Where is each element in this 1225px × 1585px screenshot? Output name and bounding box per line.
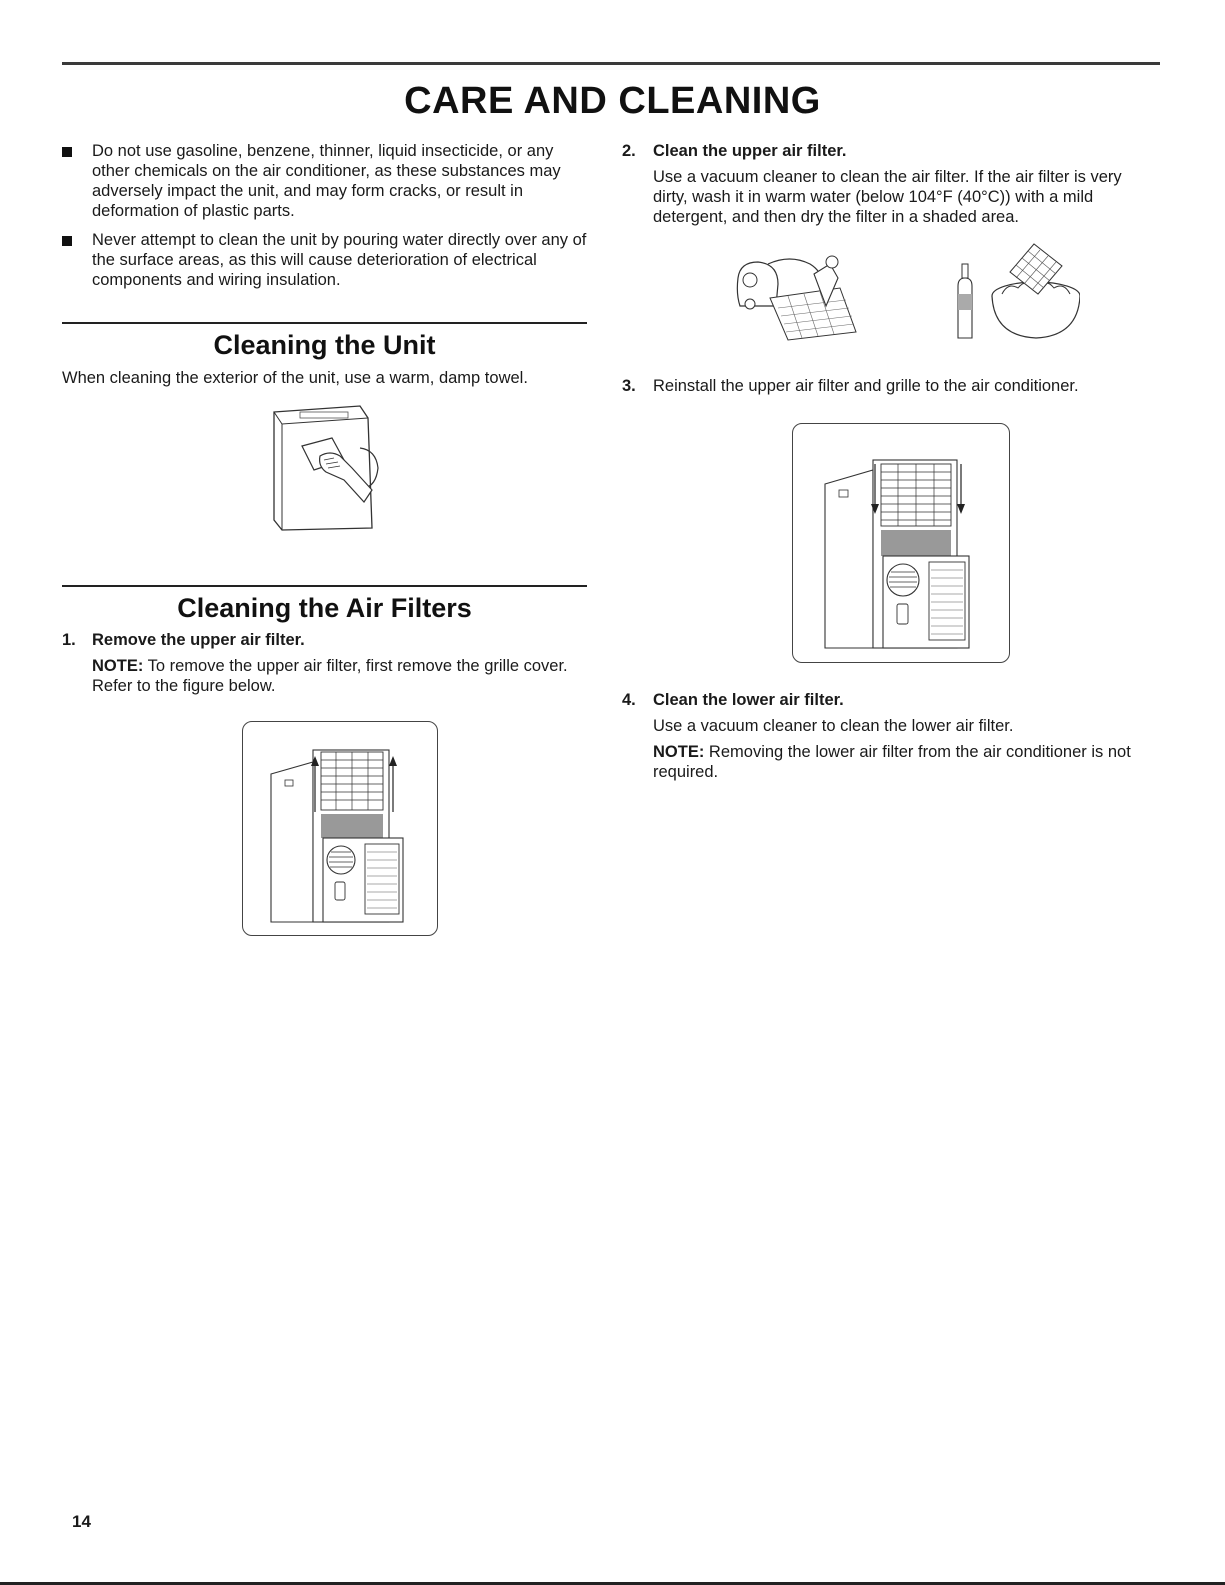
page-title: CARE AND CLEANING xyxy=(404,80,821,122)
step-body: Reinstall the upper air filter and grille to the air conditioner. xyxy=(653,377,1079,395)
bullet-square-icon xyxy=(62,236,72,246)
bullet-item xyxy=(62,141,587,221)
step-body: Use a vacuum cleaner to clean the air filter. If the air filter is very dirty, wash it in warm water (below 104°F (40°C)) with a mild detergent, and then dry the filter in a shaded area. xyxy=(653,168,1122,226)
page-number: 14 xyxy=(72,1512,91,1531)
section-heading-cleaning-filters: Cleaning the Air Filters xyxy=(177,593,472,623)
note-text: To remove the upper air filter, first remove the grille cover. Refer to the figure below. xyxy=(92,657,568,695)
step-body: Use a vacuum cleaner to clean the lower air filter. xyxy=(653,717,1014,735)
section-heading-cleaning-unit: Cleaning the Unit xyxy=(213,330,436,360)
top-rule xyxy=(62,62,1160,65)
step-number: 4. xyxy=(622,691,636,709)
note-label: NOTE: xyxy=(92,657,144,675)
hand-wiping-unit-illustration xyxy=(260,398,390,536)
step-number: 3. xyxy=(622,377,636,395)
step-note xyxy=(653,742,1147,782)
bullet-square-icon xyxy=(62,147,72,157)
cleaning-unit-body: When cleaning the exterior of the unit, use a warm, damp towel. xyxy=(62,369,528,387)
bullet-item xyxy=(62,230,587,290)
note-text: Removing the lower air filter from the air conditioner is not required. xyxy=(653,743,1131,781)
step-2 xyxy=(622,141,1147,227)
step-1 xyxy=(62,630,587,696)
section-rule xyxy=(62,585,587,587)
vacuum-cleaning-filter-illustration xyxy=(730,234,860,344)
section-rule xyxy=(62,322,587,324)
step-title: Clean the lower air filter. xyxy=(653,691,844,709)
step-note xyxy=(92,656,587,696)
step-number: 2. xyxy=(622,142,636,160)
filter-washing-basin-illustration xyxy=(950,236,1080,344)
step-4 xyxy=(622,690,1147,782)
step-number: 1. xyxy=(62,631,76,649)
step-3 xyxy=(622,376,1147,396)
ac-unit-filter-down-arrows-illustration xyxy=(792,423,1010,663)
note-label: NOTE: xyxy=(653,743,705,761)
bullet-text: Do not use gasoline, benzene, thinner, liquid insecticide, or any other chemicals on the air conditioner, as these substances may adversely impact the unit, and may form cracks, or result in deformation of plastic parts. xyxy=(92,142,561,220)
step-title: Clean the upper air filter. xyxy=(653,142,847,160)
bullet-text: Never attempt to clean the unit by pouring water directly over any of the surface areas, as this will cause deterioration of electrical components and wiring insulation. xyxy=(92,231,587,289)
ac-unit-filter-up-arrows-illustration xyxy=(242,721,438,936)
step-title: Remove the upper air filter. xyxy=(92,631,305,649)
